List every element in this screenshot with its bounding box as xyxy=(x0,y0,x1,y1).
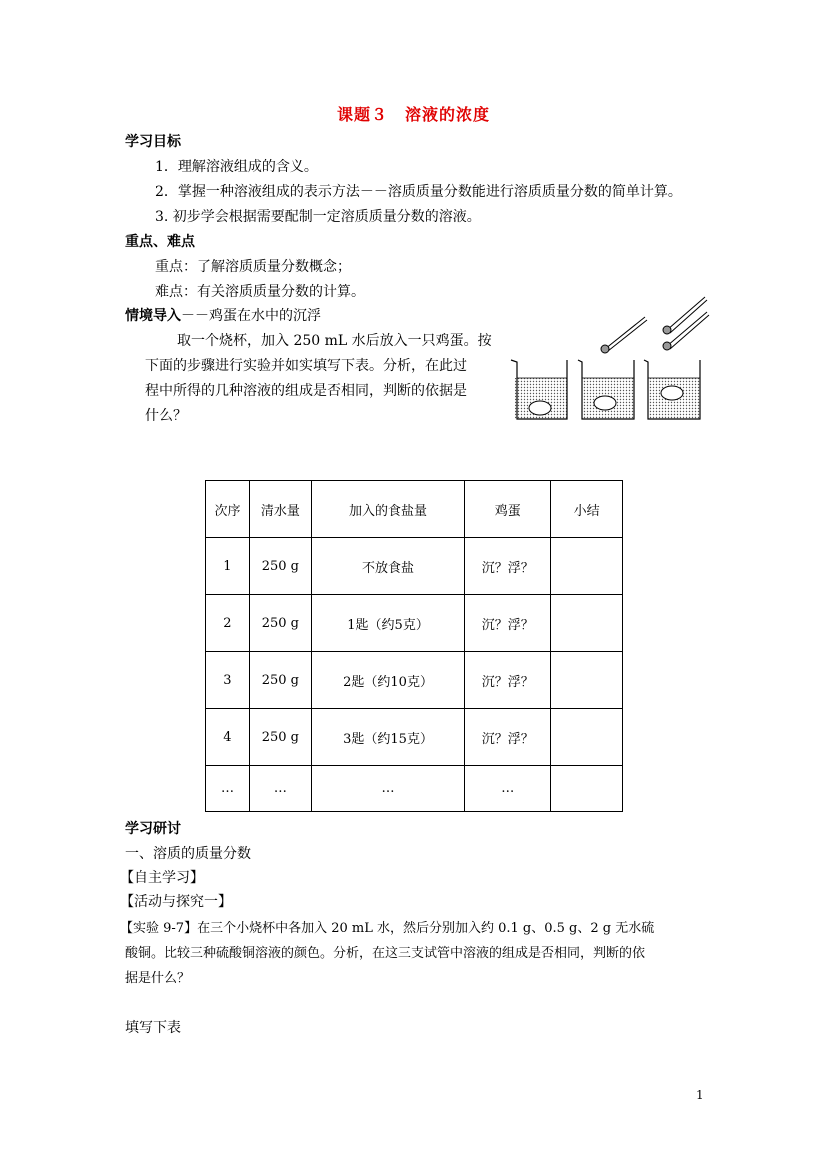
table-cell: 2匙（约10克） xyxy=(311,652,465,709)
table-row xyxy=(206,766,623,812)
table-cell: 沉？浮？ xyxy=(465,595,551,652)
objective-item: 1．理解溶液组成的含义。 xyxy=(155,159,318,175)
table-cell: 沉？浮？ xyxy=(465,652,551,709)
beaker-3 xyxy=(644,297,709,419)
difficulty-text: 难点：有关溶质质量分数的计算。 xyxy=(155,284,365,300)
table-row xyxy=(206,652,623,709)
table-cell: 250 g xyxy=(249,595,311,652)
table-cell: 1 xyxy=(206,538,250,595)
table-cell: 3匙（约15克） xyxy=(311,709,465,766)
table-cell: … xyxy=(206,766,250,812)
table-cell: … xyxy=(249,766,311,812)
situation-line: 下面的步骤进行实验并如实填写下表。分析，在此过 xyxy=(145,358,467,374)
table-header-cell: 次序 xyxy=(206,481,250,538)
situation-line: 什么？ xyxy=(145,408,187,424)
table-row xyxy=(206,709,623,766)
fill-instruction: 填写下表 xyxy=(125,1020,181,1036)
table-cell: 1匙（约5克） xyxy=(311,595,465,652)
page-title: 课题３ 溶液的浓度 xyxy=(336,105,490,124)
beaker-illustration xyxy=(505,290,720,425)
keypoints-heading: 重点、难点 xyxy=(125,234,195,250)
table-header-cell: 小结 xyxy=(551,481,623,538)
table-header-cell: 加入的食盐量 xyxy=(311,481,465,538)
situation-heading-line xyxy=(125,305,321,325)
situation-line: 取一个烧杯，加入 250 mL 水后放入一只鸡蛋。按 xyxy=(177,333,492,349)
table-cell: 2 xyxy=(206,595,250,652)
table-row xyxy=(206,538,623,595)
table-cell: 250 g xyxy=(249,709,311,766)
table-cell: 250 g xyxy=(249,652,311,709)
experiment-line: 酸铜。比较三种硫酸铜溶液的颜色。分析，在这三支试管中溶液的组成是否相同，判断的依 xyxy=(125,946,646,961)
beaker-2 xyxy=(578,317,647,419)
table-header-cell: 清水量 xyxy=(249,481,311,538)
table-cell: 4 xyxy=(206,709,250,766)
situation-subtitle: －－鸡蛋在水中的沉浮 xyxy=(181,308,321,324)
table-cell: 3 xyxy=(206,652,250,709)
table-cell: 沉？浮？ xyxy=(465,538,551,595)
table-cell xyxy=(551,538,623,595)
table-cell xyxy=(551,652,623,709)
situation-heading: 情境导入 xyxy=(125,308,181,324)
table-cell xyxy=(551,766,623,812)
objectives-heading: 学习目标 xyxy=(125,134,181,150)
focus-text: 重点：了解溶质质量分数概念； xyxy=(155,259,351,275)
table-cell xyxy=(551,709,623,766)
table-cell: 沉？浮？ xyxy=(465,709,551,766)
study-heading: 学习研讨 xyxy=(125,821,181,837)
situation-line: 程中所得的几种溶液的组成是否相同，判断的依据是 xyxy=(145,383,467,399)
table-cell: 不放食盐 xyxy=(311,538,465,595)
table-cell: 250 g xyxy=(249,538,311,595)
table-cell xyxy=(551,595,623,652)
experiment-line: 据是什么？ xyxy=(125,971,191,986)
experiment-table xyxy=(205,480,623,812)
activity-label: 【活动与探究一】 xyxy=(120,894,232,910)
experiment-line: 【实验 9-7】在三个小烧杯中各加入 20 mL 水，然后分别加入约 0.1 g、0.5 g、2 g 无水硫 xyxy=(120,921,655,936)
table-header-cell: 鸡蛋 xyxy=(465,481,551,538)
beaker-1 xyxy=(511,360,567,419)
table-header-row xyxy=(206,481,623,538)
objective-item: 2．掌握一种溶液组成的表示方法－－溶质质量分数能进行溶质质量分数的简单计算。 xyxy=(155,184,682,200)
self-study-label: 【自主学习】 xyxy=(120,870,204,886)
objective-item: 3. 初步学会根据需要配制一定溶质质量分数的溶液。 xyxy=(155,209,481,225)
section-heading: 一、溶质的质量分数 xyxy=(125,846,251,862)
table-cell: … xyxy=(311,766,465,812)
page-number: 1 xyxy=(696,1088,704,1102)
table-cell: … xyxy=(465,766,551,812)
table-row xyxy=(206,595,623,652)
